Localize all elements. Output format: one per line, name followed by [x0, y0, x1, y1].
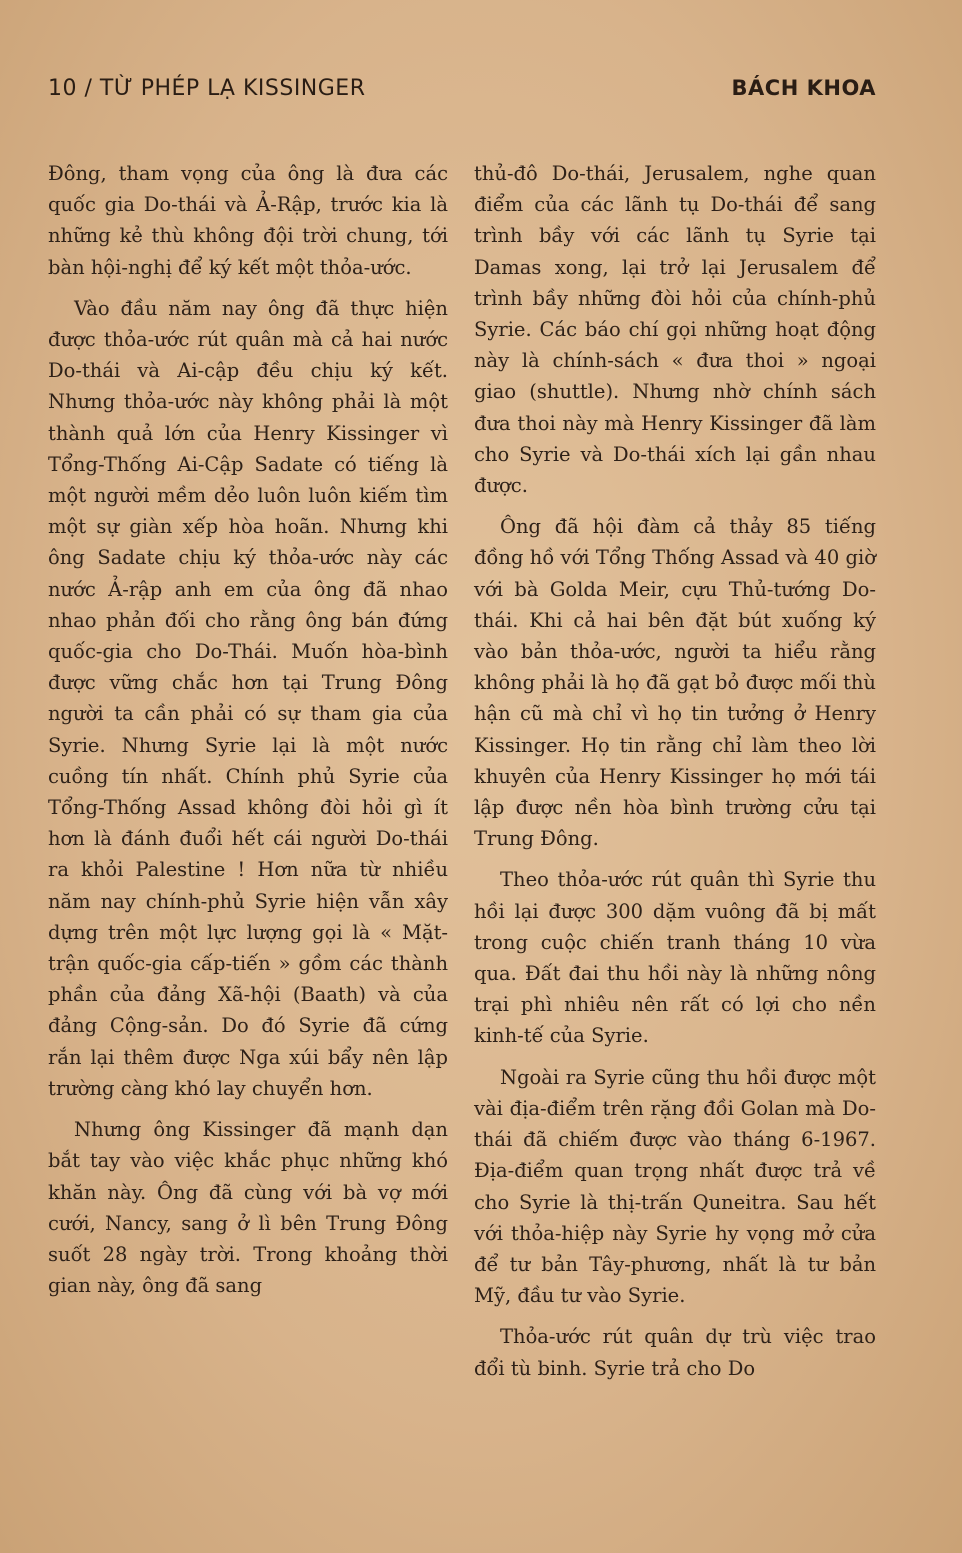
page-number-and-title: 10 / TỪ PHÉP LẠ KISSINGER	[48, 76, 366, 101]
paragraph: Nhưng ông Kissinger đã mạnh dạn bắt tay vào việc khắc phục những khó khăn này. Ông đã cùng với bà vợ mới cưới, Nancy, sang ở lì bên Trung Đông suốt 28 ngày trời. Trong khoảng thời gian này, ông đã sang	[48, 1118, 448, 1298]
paragraph: Đông, tham vọng của ông là đưa các quốc gia Do-thái và Ả-Rập, trước kia là những kẻ thù không đội trời chung, tới bàn hội-nghị để ký kết một thỏa-ước.	[48, 162, 448, 279]
running-head	[48, 76, 876, 110]
paragraph: Vào đầu năm nay ông đã thực hiện được thỏa-ước rút quân mà cả hai nước Do-thái và Ai-cập đều chịu ký kết. Nhưng thỏa-ước này không phải là một thành quả lớn của Henry Kissinger vì Tổng-Thống Ai-Cập Sadate có tiếng là một người mềm dẻo luôn luôn kiếm tìm một sự giàn xếp hòa hoãn. Nhưng khi ông Sadate chịu ký thỏa-ước này các nước Ả-rập anh em của ông đã nhao nhao phản đối cho rằng ông bán đứng quốc-gia cho Do-Thái. Muốn hòa-bình được vững chắc hơn tại Trung Đông người ta cần phải có sự tham gia của Syrie. Nhưng Syrie lại là một nước cuồng tín nhất. Chính phủ Syrie của Tổng-Thống Assad không đòi hỏi gì ít hơn là đánh đuổi hết cái người Do-thái ra khỏi Palestine ! Hơn nữa từ nhiều năm nay chính-phủ Syrie hiện vẫn xây dựng trên một lực lượng gọi là « Mặt-trận quốc-gia cấp-tiến » gồm các thành phần của đảng Xã-hội (Baath) và của đảng Cộng-sản. Do đó Syrie đã cứng rắn lại thêm được Nga xúi bẩy nên lập trường càng khó lay chuyển hơn.	[48, 296, 448, 1100]
paragraph: Ngoài ra Syrie cũng thu hồi được một vài địa-điểm trên rặng đồi Golan mà Do-thái đã chiếm được vào tháng 6-1967. Địa-điểm quan trọng nhất được trả về cho Syrie là thị-trấn Quneitra. Sau hết với thỏa-hiệp này Syrie hy vọng mở cửa để tư bản Tây-phương, nhất là tư bản Mỹ, đầu tư vào Syrie.	[474, 1065, 876, 1308]
paragraph: Ông đã hội đàm cả thảy 85 tiếng đồng hồ với Tổng Thống Assad và 40 giờ với bà Golda Meir, cựu Thủ-tướng Do-thái. Khi cả hai bên đặt bút xuống ký vào bản thỏa-ước, người ta hiểu rằng không phải là họ đã gạt bỏ được mối thù hận cũ mà chỉ vì họ tin tưởng ở Henry Kissinger. Họ tin rằng chỉ làm theo lời khuyên của Henry Kissinger họ mới tái lập được nền hòa bình trường cửu tại Trung Đông.	[474, 515, 876, 851]
right-column	[474, 158, 876, 1384]
paragraph: Thỏa-ước rút quân dự trù việc trao đổi tù binh. Syrie trả cho Do	[474, 1325, 876, 1380]
publication-name: BÁCH KHOA	[731, 76, 876, 100]
left-column	[48, 158, 448, 1301]
paragraph: Theo thỏa-ước rút quân thì Syrie thu hồi lại được 300 dặm vuông đã bị mất trong cuộc chiến tranh tháng 10 vừa qua. Đất đai thu hồi này là những nông trại phì nhiêu nên rất có lợi cho nền kinh-tế của Syrie.	[474, 868, 876, 1048]
paragraph: thủ-đô Do-thái, Jerusalem, nghe quan điểm của các lãnh tụ Do-thái để sang trình bầy với các lãnh tụ Syrie tại Damas xong, lại trở lại Jerusalem để trình bầy những đòi hỏi của chính-phủ Syrie. Các báo chí gọi những hoạt động này là chính-sách « đưa thoi » ngoại giao (shuttle). Nhưng nhờ chính sách đưa thoi này mà Henry Kissinger đã làm cho Syrie và Do-thái xích lại gần nhau được.	[474, 162, 876, 498]
